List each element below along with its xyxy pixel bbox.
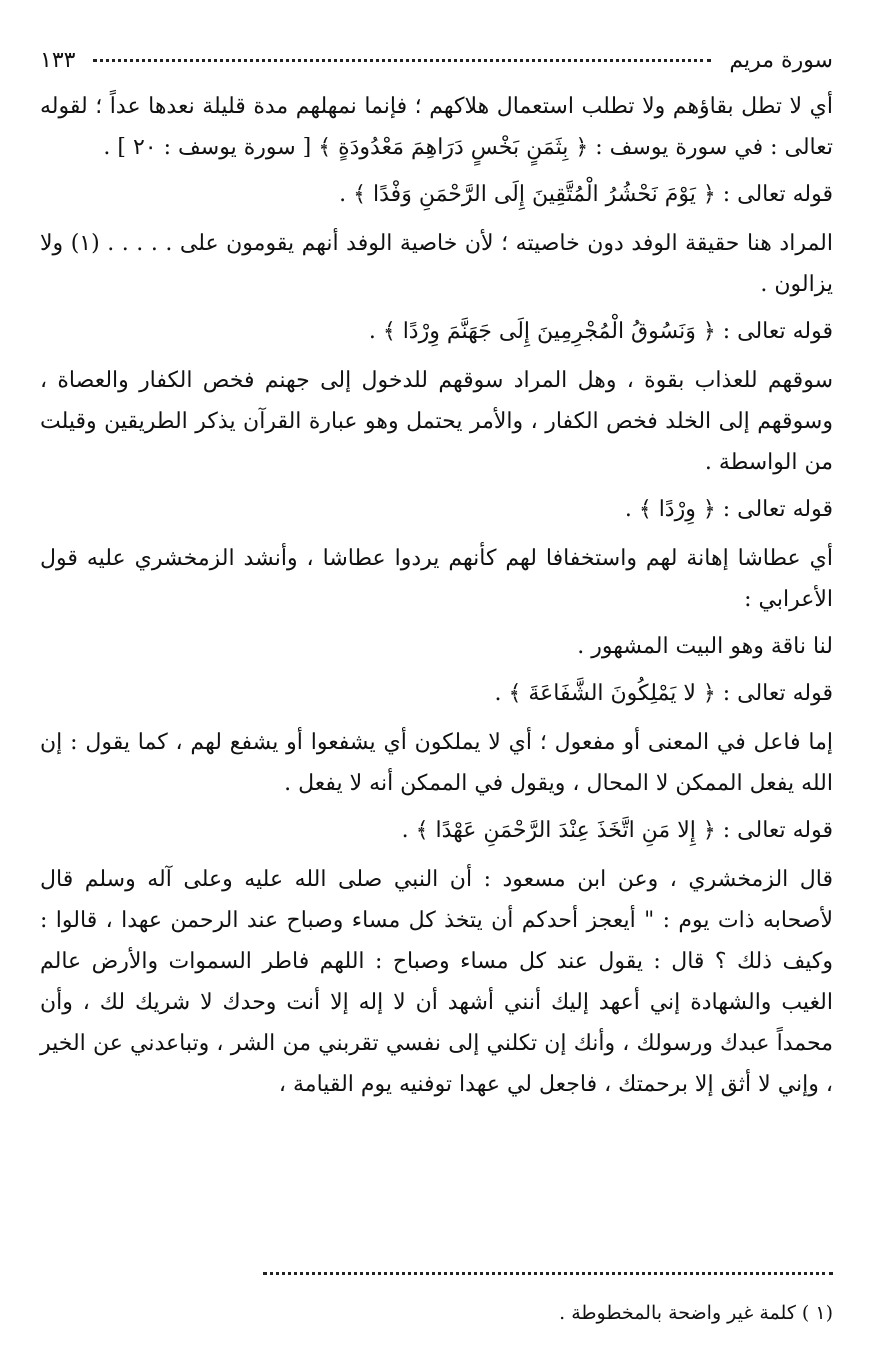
verse-heading-3: قوله تعالى : ﴿ وِرْدًا ﴾ . [624, 497, 833, 522]
page-number: ١٣٣ [40, 47, 76, 73]
page-header [40, 40, 833, 80]
footnote: (١ ) كلمة غير واضحة بالمخطوطة . [559, 1302, 833, 1324]
verse-heading-2: قوله تعالى : ﴿ وَنَسُوقُ الْمُجْرِمِينَ إِلَى جَهَنَّمَ وِرْدًا ﴾ . [368, 319, 833, 344]
paragraph-1: أي لا تطل بقاؤهم ولا تطلب استعمال هلاكهم ؛ فإنما نمهلهم مدة قليلة نعدها عداً ؛ لقوله تعالى : في سورة يوسف : ﴿ بِثَمَنٍ بَخْسٍ دَرَاهِمَ مَعْدُودَةٍ ﴾ [ سورة يوسف : ٢٠ ] . [40, 94, 833, 160]
verse-heading-1: قوله تعالى : ﴿ يَوْمَ نَحْشُرُ الْمُتَّقِينَ إِلَى الرَّحْمَنِ وَفْدًا ﴾ . [339, 182, 833, 207]
paragraph-4: أي عطاشا إهانة لهم واستخفافا لهم كأنهم يردوا عطاشا ، وأنشد الزمخشري عليه قول الأعرابي : [40, 546, 833, 612]
header-dotted-rule [93, 59, 711, 62]
paragraph-3: سوقهم للعذاب بقوة ، وهل المراد سوقهم للدخول إلى جهنم فخص الكفار والعصاة ، وسوقهم إلى الخلد فخص الكفار ، والأمر يحتمل وهو عبارة القرآن يذكر الطريقين وقيلت من الواسطة . [40, 368, 833, 475]
verse-heading-4: قوله تعالى : ﴿ لا يَمْلِكُونَ الشَّفَاعَةَ ﴾ . [494, 681, 833, 706]
footnote-dotted-rule [263, 1272, 833, 1275]
paragraph-7: قال الزمخشري ، وعن ابن مسعود : أن النبي صلى الله عليه وعلى آله وسلم قال لأصحابه ذات يوم : " أيعجز أحدكم أن يتخذ كل مساء وصباح عند الرحمن عهدا ، قالوا : وكيف ذلك ؟ قال : يقول عند كل مساء وصباح : اللهم فاطر السموات والأرض عالم الغيب والشهادة إني أعهد إليك أنني أشهد أن لا إله إلا أنت وحدك لا شريك لك ، وأن محمداً عبدك ورسولك ، وأنك إن تكلني إلى نفسي تقربني من الشر ، وتباعدني عن الخير ، وإني لا أثق إلا برحمتك ، فاجعل لي عهدا توفنيه يوم القيامة ، [40, 867, 833, 1097]
page-body [40, 86, 833, 1105]
paragraph-2: المراد هنا حقيقة الوفد دون خاصيته ؛ لأن خاصية الوفد أنهم يقومون على . . . . . (١) ولا يزالون . [40, 231, 834, 297]
page [40, 40, 833, 1340]
paragraph-5: لنا ناقة وهو البيت المشهور . [577, 634, 833, 659]
surah-title: سورة مريم [729, 47, 833, 73]
verse-heading-5: قوله تعالى : ﴿ إِلا مَنِ اتَّخَذَ عِنْدَ الرَّحْمَنِ عَهْدًا ﴾ . [401, 818, 833, 843]
paragraph-6: إما فاعل في المعنى أو مفعول ؛ أي لا يملكون أي يشفعوا أو يشفع لهم ، كما يقول : إن الله يفعل الممكن لا المحال ، ويقول في الممكن أنه لا يفعل . [40, 730, 833, 796]
